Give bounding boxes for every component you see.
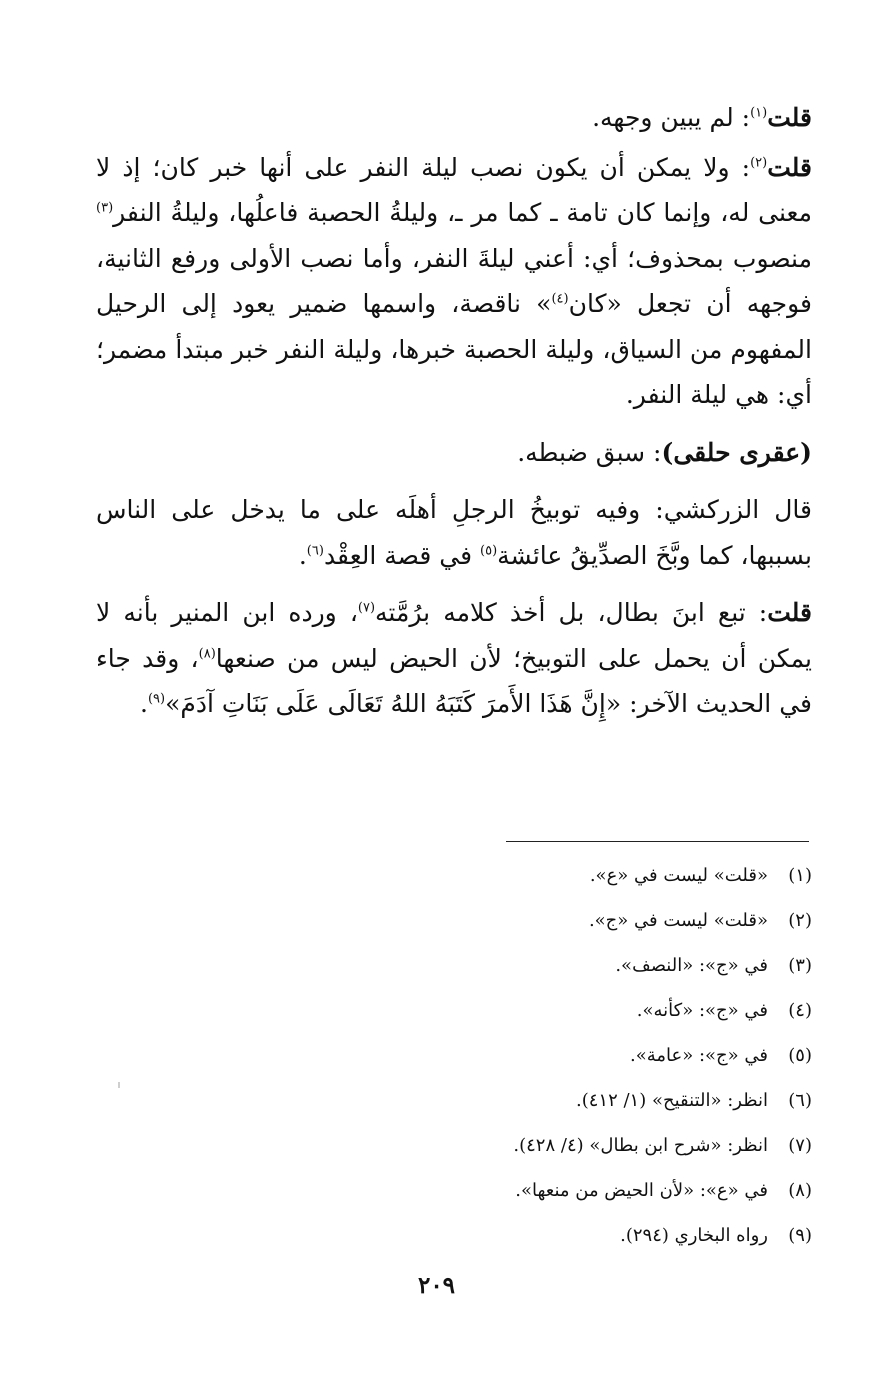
footnote-text: في «ج»: «كأنه». — [636, 1000, 768, 1021]
footnote-number: (٨) — [788, 1180, 812, 1201]
paragraph-2 — [96, 145, 812, 418]
paragraph-text: . — [139, 689, 148, 718]
paragraph-text: . — [298, 540, 307, 570]
footnote-item — [200, 988, 812, 1033]
footnote-ref: (٧) — [357, 600, 376, 616]
paragraph-3 — [96, 430, 812, 476]
main-text — [96, 95, 812, 739]
footnote-divider — [506, 841, 809, 842]
paragraph-text: : ولا يمكن أن يكون نصب ليلة النفر على أنها خبر كان؛ إذ لا معنى له، وإنما كان تامة ـ كما مر ـ، وليلةُ الحصبة فاعلُها، وليلةُ النفر — [96, 152, 812, 227]
footnote-text: «قلت» ليست في «ج». — [588, 910, 768, 931]
footnote-number: (٦) — [788, 1090, 812, 1111]
paragraph-text: قال الزركشي: وفيه توبيخُ الرجلِ أهلَه على ما يدخل على الناس بسببها، كما وبَّخَ الصدِّيقُ عائشة — [96, 495, 812, 570]
footnotes — [200, 853, 812, 1258]
paragraph-text: : سبق ضبطه. — [517, 437, 662, 467]
footnote-number: (٤) — [788, 1000, 812, 1021]
paragraph-text: في قصة العِقْد — [323, 540, 480, 570]
footnote-number: (٥) — [788, 1045, 812, 1066]
footnote-number: (٣) — [788, 955, 812, 976]
paragraph-text: ، ورده ابن المنير بأنه لا يمكن أن يحمل على التوبيخ؛ لأن الحيض ليس من صنعها — [96, 598, 813, 673]
footnote-item — [200, 1123, 812, 1168]
footnote-item — [200, 1033, 812, 1078]
lead-word: قلت — [767, 598, 812, 627]
paragraph-text: : لم يبين وجهه. — [592, 103, 751, 132]
footnote-number: (٩) — [788, 1225, 812, 1246]
footnote-ref: (٣) — [96, 200, 114, 216]
footnote-number: (٧) — [788, 1135, 812, 1156]
paragraph-4 — [96, 487, 812, 578]
paragraph-1 — [96, 95, 812, 141]
footnote-text: «قلت» ليست في «ع». — [589, 865, 768, 886]
footnote-ref: (٩) — [147, 691, 166, 707]
footnote-text: في «ج»: «عامة». — [629, 1045, 768, 1066]
lead-word: قلت — [767, 152, 812, 182]
footnote-number: (٢) — [788, 910, 812, 931]
page-number: ٢٠٩ — [417, 1272, 456, 1299]
paragraph-5 — [96, 590, 812, 727]
scan-speck — [118, 1082, 120, 1088]
lead-phrase: (عقرى حلقى) — [661, 437, 812, 467]
footnote-ref: (٨) — [198, 646, 216, 662]
footnote-item — [200, 853, 812, 898]
footnote-text: انظر: «التنقيح» (١/ ٤١٢). — [575, 1090, 768, 1111]
footnote-item — [200, 1078, 812, 1123]
footnote-ref: (٤) — [551, 291, 569, 307]
footnote-ref: (٥) — [480, 543, 498, 559]
footnote-item — [200, 943, 812, 988]
footnote-ref: (١) — [750, 105, 768, 121]
footnote-text: رواه البخاري (٢٩٤). — [620, 1225, 768, 1246]
footnote-item — [200, 1168, 812, 1213]
footnote-ref: (٦) — [306, 543, 324, 559]
footnote-text: في «ج»: «النصف». — [615, 955, 768, 976]
paragraph-text: : تبع ابنَ بطال، بل أخذ كلامه برُمَّته — [375, 598, 768, 627]
paragraph-text: منصوب بمحذوف؛ أي: أعني ليلةَ النفر، وأما نصب الأولى ورفع الثانية، فوجهه أن تجعل «كان — [96, 243, 812, 318]
paragraph-text: ، وقد جاء في الحديث الآخر: «إِنَّ هَذَا الأَمرَ كَتَبَهُ اللهُ تَعَالَى عَلَى بَنَاتِ آدَمَ» — [96, 643, 812, 718]
footnote-number: (١) — [788, 865, 812, 886]
footnote-item — [200, 898, 812, 943]
paragraph-text: » ناقصة، واسمها ضمير يعود إلى الرحيل المفهوم من السياق، وليلة الحصبة خبرها، وليلة النفر خبر مبتدأ مضمر؛ أي: هي ليلة النفر. — [96, 289, 812, 409]
footnote-item — [200, 1213, 812, 1258]
lead-word: قلت — [767, 103, 812, 132]
footnote-ref: (٢) — [750, 155, 768, 171]
footnote-text: انظر: «شرح ابن بطال» (٤/ ٤٢٨). — [513, 1135, 768, 1156]
footnote-text: في «ع»: «لأن الحيض من منعها». — [515, 1180, 768, 1201]
